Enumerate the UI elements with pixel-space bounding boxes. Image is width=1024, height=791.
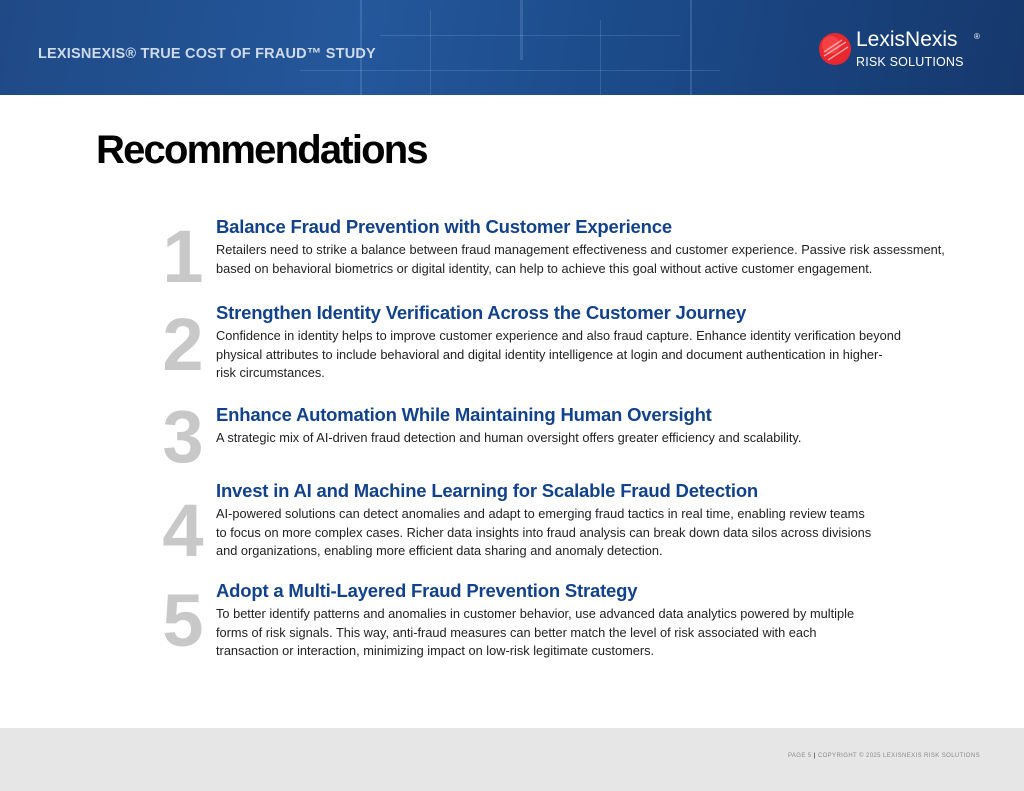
recommendation-title: Enhance Automation While Maintaining Human Oversight [216,404,712,425]
recommendation-line: Retailers need to strike a balance between fraud management effectiveness and customer experience. Passive risk assessment, [216,242,945,257]
page-footer [0,728,1024,791]
study-title: LEXISNEXIS® TRUE COST OF FRAUD™ STUDY [38,46,376,62]
header-decoration [380,35,680,36]
recommendation-line: risk circumstances. [216,365,325,380]
recommendation-number: 2 [162,303,204,386]
recommendation-number: 4 [162,489,204,572]
recommendation-title: Strengthen Identity Verification Across the Customer Journey [216,302,747,323]
recommendation-title: Adopt a Multi-Layered Fraud Prevention Strategy [216,580,638,601]
recommendation-line: transaction or interaction, minimizing impact on low-risk legitimate customers. [216,643,655,658]
logo-name: LexisNexis [856,28,958,51]
page-header [0,0,1024,95]
recommendation-title: Invest in AI and Machine Learning for Scalable Fraud Detection [216,480,759,501]
recommendation-body [216,327,901,383]
recommendation-line: To better identify patterns and anomalies in customer behavior, use advanced data analytics powered by multiple [216,606,855,621]
recommendation-line: Confidence in identity helps to improve customer experience and also fraud capture. Enhance identity verification beyond [216,328,902,343]
header-decoration [600,20,601,95]
header-decoration [430,10,431,95]
recommendation-number: 5 [162,579,204,662]
copyright-text: COPYRIGHT © 2025 LEXISNEXIS RISK SOLUTIONS [817,753,980,759]
recommendation-line: forms of risk signals. This way, anti-fraud measures can better match the level of risk associated with each [216,624,817,640]
recommendation-body [216,605,854,661]
header-decoration [300,70,720,71]
recommendation-line: and organizations, enabling more efficient data sharing and anomaly detection. [216,543,663,558]
recommendation-line: AI-powered solutions can detect anomalies and adapt to emerging fraud tactics in real time, enabling review teams [216,506,865,521]
logo-registered-mark: ® [974,32,980,41]
footer-text [788,753,980,759]
recommendation-body [216,505,871,561]
recommendation-line: based on behavioral biometrics or digital identity, can help to achieve this goal without active customer engagement. [216,260,873,276]
footer-separator: | [813,753,816,759]
lexisnexis-logo [818,28,988,72]
recommendation-title: Balance Fraud Prevention with Customer Experience [216,216,672,237]
recommendation-body [216,429,801,448]
header-decoration [520,0,523,60]
page-title: Recommendations [96,128,427,172]
logo-subtitle: RISK SOLUTIONS [856,55,964,69]
recommendation-body [216,241,945,278]
recommendation-number: 3 [162,395,204,478]
header-decoration [690,0,692,95]
recommendation-line: physical attributes to include behavioral and digital identity intelligence at login and document authentication in higher- [216,346,883,362]
recommendation-number: 1 [162,215,204,298]
recommendation-line: to focus on more complex cases. Richer data insights into fraud analysis can break down data silos across divisions [216,524,872,540]
lexisnexis-logo-icon [818,32,852,66]
recommendation-line: A strategic mix of AI-driven fraud detection and human oversight offers greater efficiency and scalability. [216,430,802,445]
page-number: PAGE 5 [787,753,812,759]
